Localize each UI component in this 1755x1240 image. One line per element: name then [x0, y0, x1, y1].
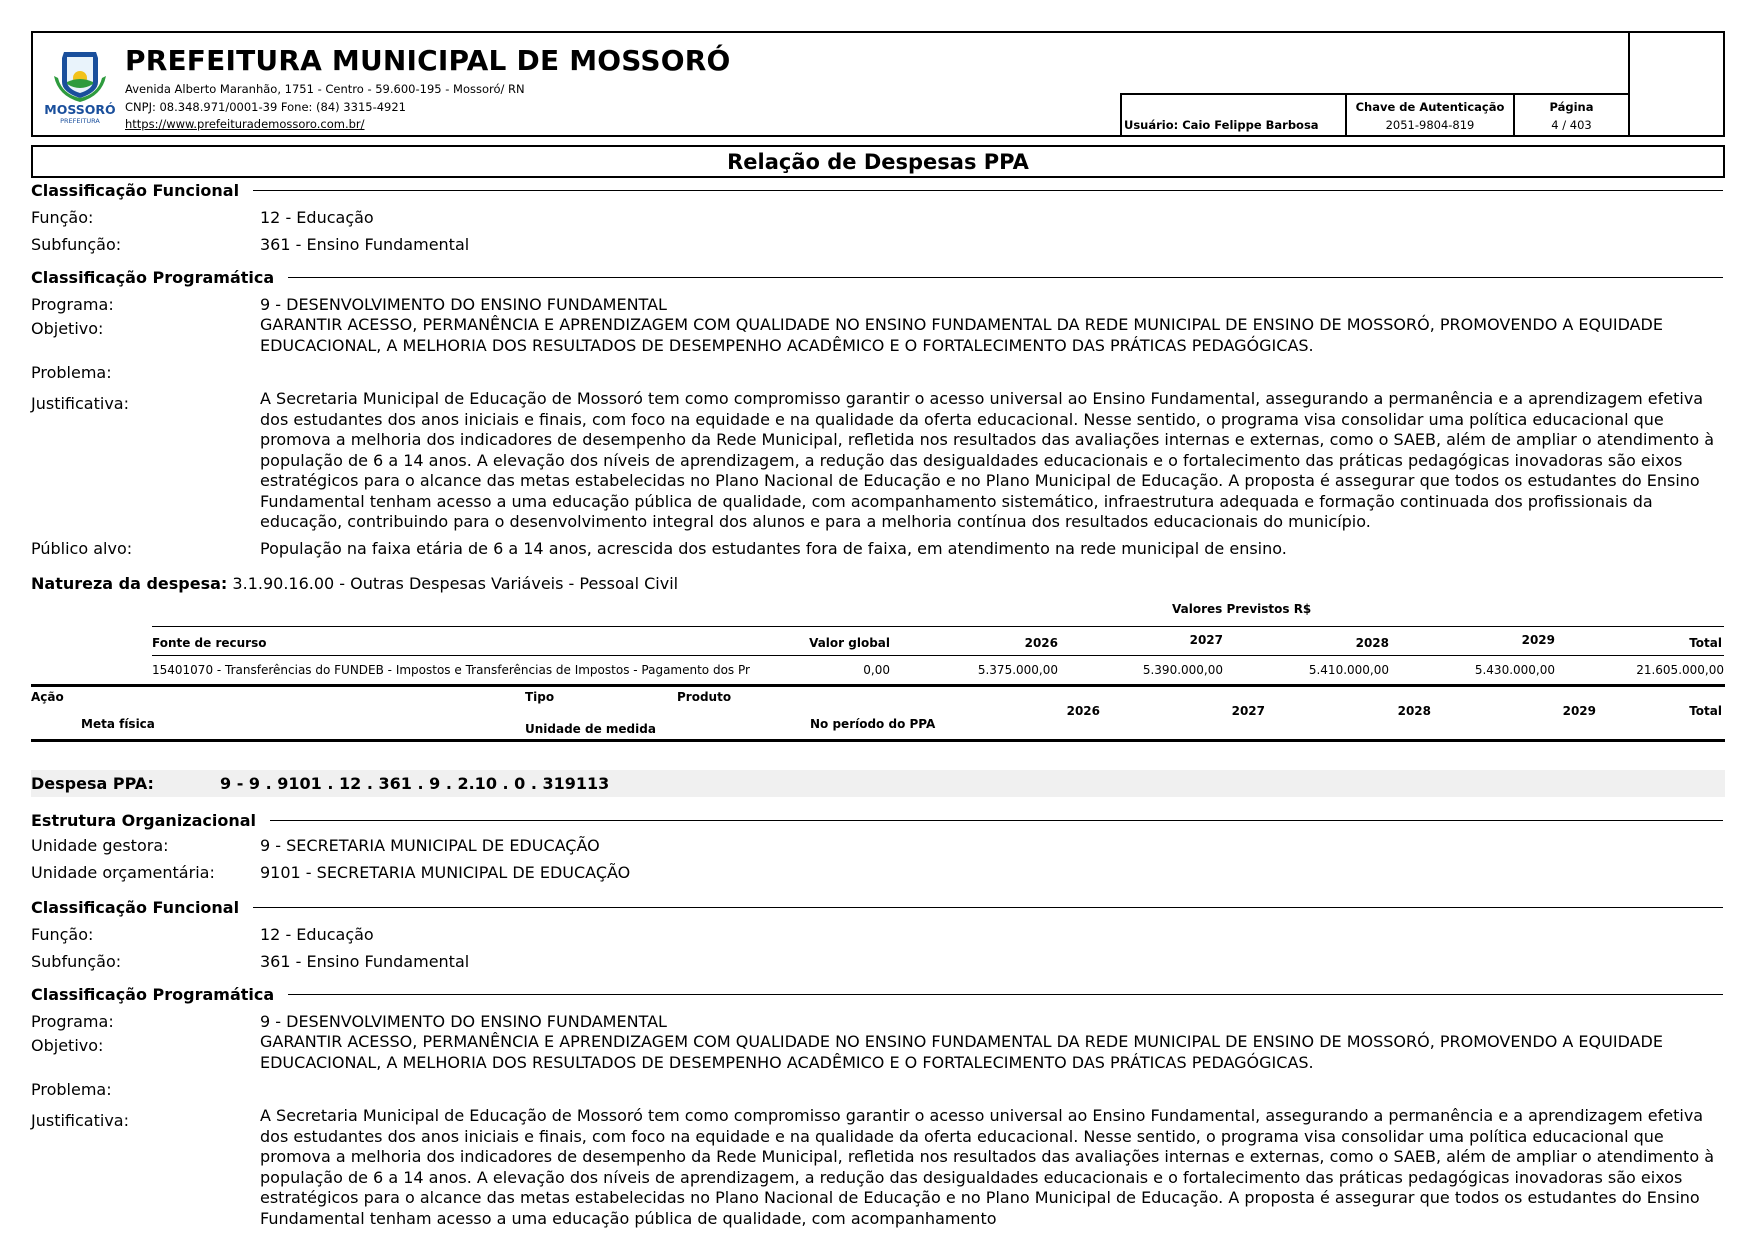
- auth-key-value: 2051-9804-819: [1385, 118, 1475, 132]
- objetivo-label: Objetivo:: [31, 1036, 104, 1055]
- section-rule: [270, 820, 1723, 821]
- row-2028: 5.410.000,00: [1308, 663, 1389, 677]
- col-unidade-medida: Unidade de medida: [525, 722, 656, 736]
- header-info-table: [1120, 93, 1630, 137]
- row-fonte: 15401070 - Transferências do FUNDEB - Impostos e Transferências de Impostos - Pagamento dos Pr: [152, 663, 750, 677]
- col-2028: 2028: [1355, 636, 1389, 650]
- col-2029: 2029: [1521, 633, 1555, 647]
- section-rule: [288, 277, 1723, 278]
- user-name: Usuário: Caio Felippe Barbosa: [1120, 95, 1345, 137]
- col-valor-global: Valor global: [809, 636, 890, 650]
- section-classificacao-programatica: [31, 268, 1723, 287]
- col-total: Total: [1689, 636, 1722, 650]
- objetivo-value: GARANTIR ACESSO, PERMANÊNCIA E APRENDIZAGEM COM QUALIDADE NO ENSINO FUNDAMENTAL DA REDE MUNICIPAL DE ENSINO DE MOSSORÓ, PROMOVENDO A EQUIDADE EDUCACIONAL, A MELHORIA DOS RESULTADOS DE DESEMPENHO ACADÊMICO E O FORTALECIMENTO DAS PRÁTICAS PEDAGÓGICAS.: [260, 1032, 1663, 1072]
- objetivo-label: Objetivo:: [31, 319, 104, 338]
- problema-label: Problema:: [31, 1080, 112, 1099]
- programa-label: Programa:: [31, 295, 114, 314]
- publico-label: Público alvo:: [31, 539, 133, 558]
- acao-table-top-rule: [31, 684, 1725, 687]
- section-heading: Classificação Programática: [31, 268, 275, 287]
- row-valor-global: 0,00: [863, 663, 890, 677]
- section-heading: Classificação Programática: [31, 985, 275, 1004]
- org-address: Avenida Alberto Maranhão, 1751 - Centro - 59.600-195 - Mossoró/ RN: [125, 82, 525, 96]
- subfuncao-label: Subfunção:: [31, 235, 122, 254]
- valores-previstos-label: Valores Previstos R$: [1172, 602, 1312, 616]
- natureza-value: 3.1.90.16.00 - Outras Despesas Variáveis - Pessoal Civil: [232, 574, 679, 593]
- section-heading: Estrutura Organizacional: [31, 811, 257, 830]
- subfuncao-value: 361 - Ensino Fundamental: [260, 235, 470, 254]
- col-acao-2028: 2028: [1397, 704, 1431, 718]
- svg-text:PREFEITURA: PREFEITURA: [60, 117, 100, 125]
- col-tipo: Tipo: [525, 690, 555, 704]
- funcao-label: Função:: [31, 925, 94, 944]
- section-rule: [288, 994, 1723, 995]
- problema-label: Problema:: [31, 363, 112, 382]
- section-classificacao-programatica-2: [31, 985, 1723, 1004]
- funcao-value: 12 - Educação: [260, 925, 374, 944]
- header-blank-cell: [1628, 31, 1725, 137]
- section-heading: Classificação Funcional: [31, 898, 240, 917]
- natureza-label: Natureza da despesa:: [31, 574, 228, 593]
- row-2027: 5.390.000,00: [1142, 663, 1223, 677]
- programa-value: 9 - DESENVOLVIMENTO DO ENSINO FUNDAMENTAL: [260, 295, 667, 314]
- acao-table-bottom-rule: [31, 739, 1725, 742]
- section-classificacao-funcional-2: [31, 898, 1723, 917]
- row-total: 21.605.000,00: [1636, 663, 1724, 677]
- page-cell: [1513, 95, 1630, 137]
- col-2026: 2026: [1024, 636, 1058, 650]
- justificativa-label: Justificativa:: [31, 1111, 129, 1130]
- programa-label: Programa:: [31, 1012, 114, 1031]
- col-acao-2026: 2026: [1066, 704, 1100, 718]
- page-label: Página: [1549, 100, 1594, 114]
- org-name: PREFEITURA MUNICIPAL DE MOSSORÓ: [125, 44, 731, 77]
- row-2029: 5.430.000,00: [1474, 663, 1555, 677]
- unidade-orcamentaria-label: Unidade orçamentária:: [31, 863, 215, 882]
- org-cnpj-phone: CNPJ: 08.348.971/0001-39 Fone: (84) 3315-4921: [125, 100, 406, 114]
- header-rule: [152, 655, 1724, 656]
- page-title: Relação de Despesas PPA: [31, 145, 1725, 178]
- subfuncao-value: 361 - Ensino Fundamental: [260, 952, 470, 971]
- auth-key-cell: [1345, 95, 1513, 137]
- col-acao: Ação: [31, 690, 64, 704]
- auth-key-label: Chave de Autenticação: [1355, 100, 1505, 114]
- section-estrutura-organizacional: [31, 811, 1723, 830]
- col-produto: Produto: [677, 690, 732, 704]
- section-rule: [253, 907, 1723, 908]
- col-meta-fisica: Meta física: [81, 717, 155, 731]
- page-value: 4 / 403: [1551, 118, 1592, 132]
- despesa-ppa-code: 9 - 9 . 9101 . 12 . 361 . 9 . 2.10 . 0 . 319113: [220, 774, 610, 793]
- despesa-ppa-label: Despesa PPA:: [31, 774, 154, 793]
- col-acao-2027: 2027: [1231, 704, 1265, 718]
- unidade-gestora-label: Unidade gestora:: [31, 836, 169, 855]
- objetivo-value: GARANTIR ACESSO, PERMANÊNCIA E APRENDIZAGEM COM QUALIDADE NO ENSINO FUNDAMENTAL DA REDE MUNICIPAL DE ENSINO DE MOSSORÓ, PROMOVENDO A EQUIDADE EDUCACIONAL, A MELHORIA DOS RESULTADOS DE DESEMPENHO ACADÊMICO E O FORTALECIMENTO DAS PRÁTICAS PEDAGÓGICAS.: [260, 315, 1663, 355]
- section-rule: [253, 190, 1723, 191]
- org-website-link[interactable]: https://www.prefeiturademossoro.com.br/: [125, 117, 365, 131]
- funcao-label: Função:: [31, 208, 94, 227]
- table-top-rule: [152, 626, 1724, 627]
- col-fonte: Fonte de recurso: [152, 636, 267, 650]
- justificativa-value: A Secretaria Municipal de Educação de Mossoró tem como compromisso garantir o acesso universal ao Ensino Fundamental, assegurando a permanência e a aprendizagem efetiva dos estudantes dos anos iniciais e finais, com foco na equidade e na qualidade da oferta educacional. Nesse sentido, o programa visa consolidar uma política educacional que promova a melhoria dos indicadores de desempenho da Rede Municipal, refletida nos resultados das avaliações internas e externas, como o SAEB, além de ampliar o atendimento à população de 6 a 14 anos. A elevação dos níveis de aprendizagem, a redução das desigualdades educacionais e o fortalecimento das práticas pedagógicas inovadoras são eixos estratégicos para o alcance das metas estabelecidas no Plano Nacional de Educação e no Plano Municipal de Educação. A proposta é assegurar que todos os estudantes do Ensino Fundamental tenham acesso a uma educação pública de qualidade, com acompanhamento: [260, 1106, 1714, 1228]
- unidade-orcamentaria-value: 9101 - SECRETARIA MUNICIPAL DE EDUCAÇÃO: [260, 863, 631, 882]
- funcao-value: 12 - Educação: [260, 208, 374, 227]
- natureza-despesa: [31, 574, 678, 593]
- unidade-gestora-value: 9 - SECRETARIA MUNICIPAL DE EDUCAÇÃO: [260, 836, 600, 855]
- col-periodo-ppa: No período do PPA: [810, 717, 936, 731]
- col-2027: 2027: [1189, 633, 1223, 647]
- justificativa-label: Justificativa:: [31, 394, 129, 413]
- section-classificacao-funcional: [31, 181, 1723, 200]
- programa-value: 9 - DESENVOLVIMENTO DO ENSINO FUNDAMENTAL: [260, 1012, 667, 1031]
- col-acao-2029: 2029: [1562, 704, 1596, 718]
- publico-value: População na faixa etária de 6 a 14 anos, acrescida dos estudantes fora de faixa, em atendimento na rede municipal de ensino.: [260, 539, 1287, 558]
- section-heading: Classificação Funcional: [31, 181, 240, 200]
- svg-text:MOSSORÓ: MOSSORÓ: [44, 102, 116, 117]
- despesa-ppa-band: [31, 770, 1725, 797]
- col-acao-total: Total: [1689, 704, 1722, 718]
- mossoro-logo-icon: [40, 48, 120, 126]
- justificativa-value: A Secretaria Municipal de Educação de Mossoró tem como compromisso garantir o acesso universal ao Ensino Fundamental, assegurando a permanência e a aprendizagem efetiva dos estudantes dos anos iniciais e finais, com foco na equidade e na qualidade da oferta educacional. Nesse sentido, o programa visa consolidar uma política educacional que promova a melhoria dos indicadores de desempenho da Rede Municipal, refletida nos resultados das avaliações internas e externas, como o SAEB, além de ampliar o atendimento à população de 6 a 14 anos. A elevação dos níveis de aprendizagem, a redução das desigualdades educacionais e o fortalecimento das práticas pedagógicas inovadoras são eixos estratégicos para o alcance das metas estabelecidas no Plano Nacional de Educação e no Plano Municipal de Educação. A proposta é assegurar que todos os estudantes do Ensino Fundamental tenham acesso a uma educação pública de qualidade, com acompanhamento sistemático, infraestrutura adequada e formação continuada dos profissionais da educação, contribuindo para o desenvolvimento integral dos alunos e para a melhoria contínua dos resultados educacionais do município.: [260, 389, 1714, 531]
- row-2026: 5.375.000,00: [977, 663, 1058, 677]
- subfuncao-label: Subfunção:: [31, 952, 122, 971]
